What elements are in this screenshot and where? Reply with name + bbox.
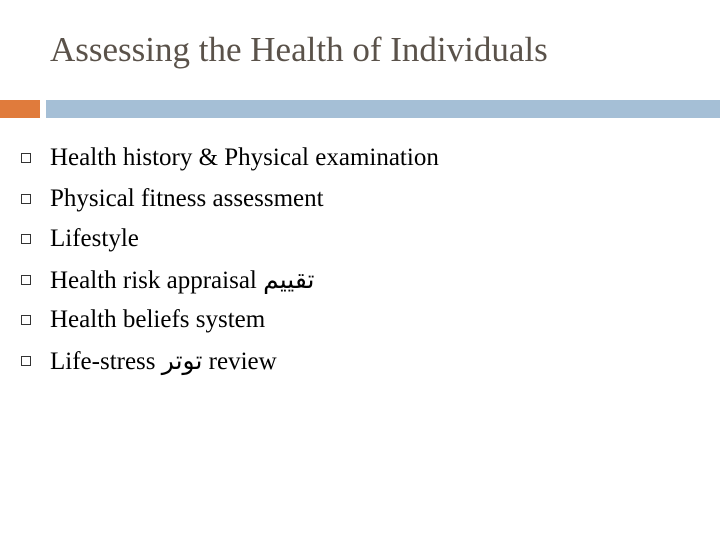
- slide-title: Assessing the Health of Individuals: [50, 30, 548, 69]
- bullet-text: Physical fitness assessment: [50, 184, 324, 212]
- square-bullet-icon: [21, 234, 31, 244]
- square-bullet-icon: [21, 194, 31, 204]
- square-bullet-icon: [21, 315, 31, 325]
- bullet-text: Health beliefs system: [50, 306, 266, 334]
- square-bullet-icon: [21, 275, 31, 285]
- title-accent-bar: [0, 100, 40, 118]
- title-rule-bar: [46, 100, 720, 118]
- bullet-text: Lifestyle: [50, 225, 139, 253]
- square-bullet-icon: [21, 153, 31, 163]
- bullet-text: Life-stress توتر review: [50, 347, 277, 375]
- bullet-text: Health history & Physical examination: [50, 144, 439, 172]
- square-bullet-icon: [21, 356, 31, 366]
- bullet-text: Health risk appraisal تقييم: [50, 266, 315, 294]
